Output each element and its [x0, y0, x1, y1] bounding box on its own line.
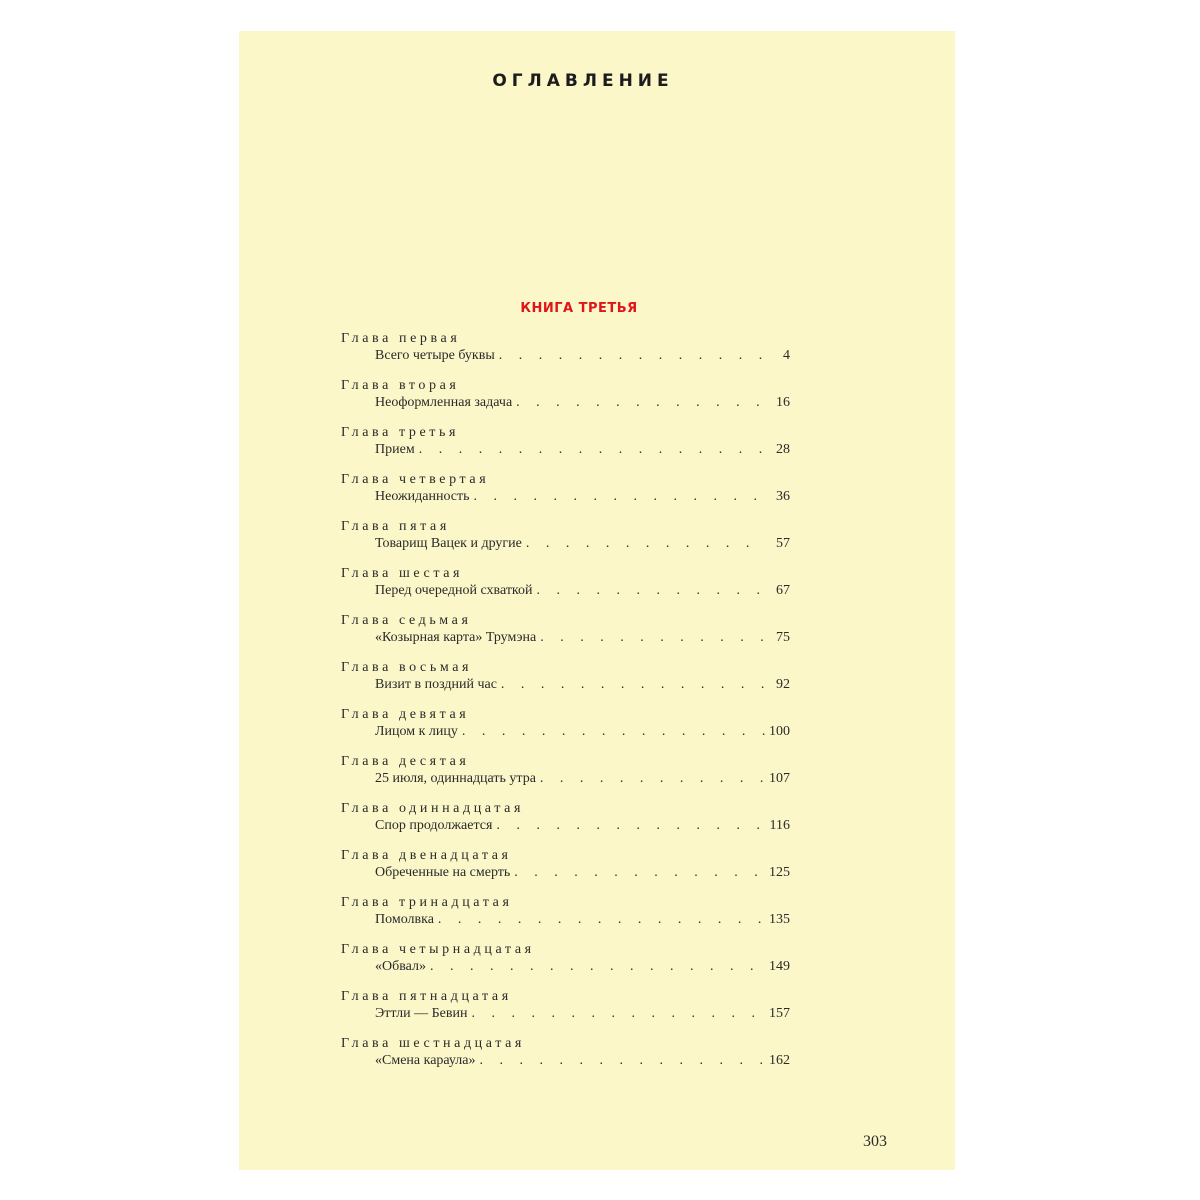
- chapter-line: [375, 582, 790, 600]
- table-of-contents: [341, 330, 790, 1082]
- chapter-line: [375, 864, 790, 882]
- chapter-label: Глава пятая: [341, 519, 450, 534]
- chapter-line: [375, 394, 790, 412]
- chapter-label: Глава шестая: [341, 566, 464, 581]
- leader-dots: [496, 817, 765, 835]
- chapter-label: Глава тринадцатая: [341, 895, 513, 910]
- toc-entry: [341, 612, 790, 659]
- leader-dots: [516, 394, 765, 412]
- toc-entry: [341, 1035, 790, 1082]
- leader-dots: [474, 488, 765, 506]
- chapter-line: [375, 817, 790, 835]
- page-ref: 67: [776, 583, 790, 598]
- page-ref: 116: [769, 818, 790, 833]
- page-ref: 16: [776, 395, 790, 410]
- chapter-title: Лицом к лицу: [375, 724, 458, 739]
- page-ref: 57: [776, 536, 790, 551]
- chapter-line: [375, 770, 790, 788]
- leader-dots: [471, 1005, 765, 1023]
- chapter-line: [375, 676, 790, 694]
- leader-dots: [537, 582, 765, 600]
- chapter-label: Глава двенадцатая: [341, 848, 512, 863]
- toc-entry: [341, 753, 790, 800]
- page-ref: 149: [769, 959, 790, 974]
- chapter-line: [375, 958, 790, 976]
- chapter-label: Глава шестнадцатая: [341, 1036, 525, 1051]
- chapter-line: [375, 911, 790, 929]
- toc-entry: [341, 847, 790, 894]
- toc-entry: [341, 659, 790, 706]
- toc-entry: [341, 377, 790, 424]
- chapter-label: Глава третья: [341, 425, 460, 440]
- toc-entry: [341, 706, 790, 753]
- chapter-label: Глава четвертая: [341, 472, 490, 487]
- chapter-line: [375, 488, 790, 506]
- toc-entry: [341, 518, 790, 565]
- toc-entry: [341, 471, 790, 518]
- toc-entry: [341, 941, 790, 988]
- chapter-line: [375, 1052, 790, 1070]
- leader-dots: [526, 535, 765, 553]
- chapter-label: Глава четырнадцатая: [341, 942, 535, 957]
- book-page: [239, 31, 955, 1170]
- page-ref: 100: [769, 724, 790, 739]
- chapter-title: Спор продолжается: [375, 818, 493, 833]
- chapter-label: Глава десятая: [341, 754, 470, 769]
- page-ref: 157: [769, 1006, 790, 1021]
- chapter-line: [375, 723, 790, 741]
- chapter-title: Визит в поздний час: [375, 677, 497, 692]
- chapter-title: Обреченные на смерть: [375, 865, 511, 880]
- chapter-label: Глава первая: [341, 331, 461, 346]
- chapter-line: [375, 1005, 790, 1023]
- page-ref: 107: [769, 771, 790, 786]
- book-title: КНИГА ТРЕТЬЯ: [520, 301, 638, 316]
- leader-dots: [499, 347, 765, 365]
- page-ref: 162: [769, 1053, 790, 1068]
- leader-dots: [540, 770, 765, 788]
- chapter-title: «Козырная карта» Трумэна: [375, 630, 537, 645]
- chapter-label: Глава восьмая: [341, 660, 473, 675]
- chapter-line: [375, 347, 790, 365]
- chapter-title: Эттли — Бевин: [375, 1006, 468, 1021]
- page-ref: 75: [776, 630, 790, 645]
- leader-dots: [501, 676, 765, 694]
- leader-dots: [540, 629, 765, 647]
- contents-heading: ОГЛАВЛЕНИЕ: [492, 71, 674, 91]
- chapter-title: Прием: [375, 442, 415, 457]
- chapter-label: Глава девятая: [341, 707, 470, 722]
- chapter-label: Глава седьмая: [341, 613, 472, 628]
- toc-entry: [341, 894, 790, 941]
- chapter-title: Перед очередной схваткой: [375, 583, 533, 598]
- chapter-title: Неожиданность: [375, 489, 470, 504]
- leader-dots: [430, 958, 765, 976]
- chapter-label: Глава вторая: [341, 378, 460, 393]
- chapter-title: Всего четыре буквы: [375, 348, 495, 363]
- page-ref: 92: [776, 677, 790, 692]
- toc-entry: [341, 424, 790, 471]
- chapter-title: Товарищ Вацек и другие: [375, 536, 522, 551]
- toc-entry: [341, 988, 790, 1035]
- page-ref: 28: [776, 442, 790, 457]
- chapter-title: Неоформленная задача: [375, 395, 513, 410]
- chapter-title: Помолвка: [375, 912, 434, 927]
- page-number: 303: [863, 1133, 887, 1150]
- leader-dots: [438, 911, 765, 929]
- chapter-line: [375, 441, 790, 459]
- chapter-title: «Обвал»: [375, 959, 426, 974]
- chapter-label: Глава одиннадцатая: [341, 801, 525, 816]
- toc-entry: [341, 800, 790, 847]
- leader-dots: [480, 1052, 765, 1070]
- chapter-line: [375, 535, 790, 553]
- leader-dots: [514, 864, 765, 882]
- toc-entry: [341, 565, 790, 612]
- chapter-line: [375, 629, 790, 647]
- chapter-title: 25 июля, одиннадцать утра: [375, 771, 536, 786]
- toc-entry: [341, 330, 790, 377]
- page-ref: 36: [776, 489, 790, 504]
- chapter-label: Глава пятнадцатая: [341, 989, 512, 1004]
- page-ref: 125: [769, 865, 790, 880]
- page-ref: 135: [769, 912, 790, 927]
- page-ref: 4: [783, 348, 790, 363]
- chapter-title: «Смена караула»: [375, 1053, 476, 1068]
- leader-dots: [462, 723, 765, 741]
- leader-dots: [419, 441, 765, 459]
